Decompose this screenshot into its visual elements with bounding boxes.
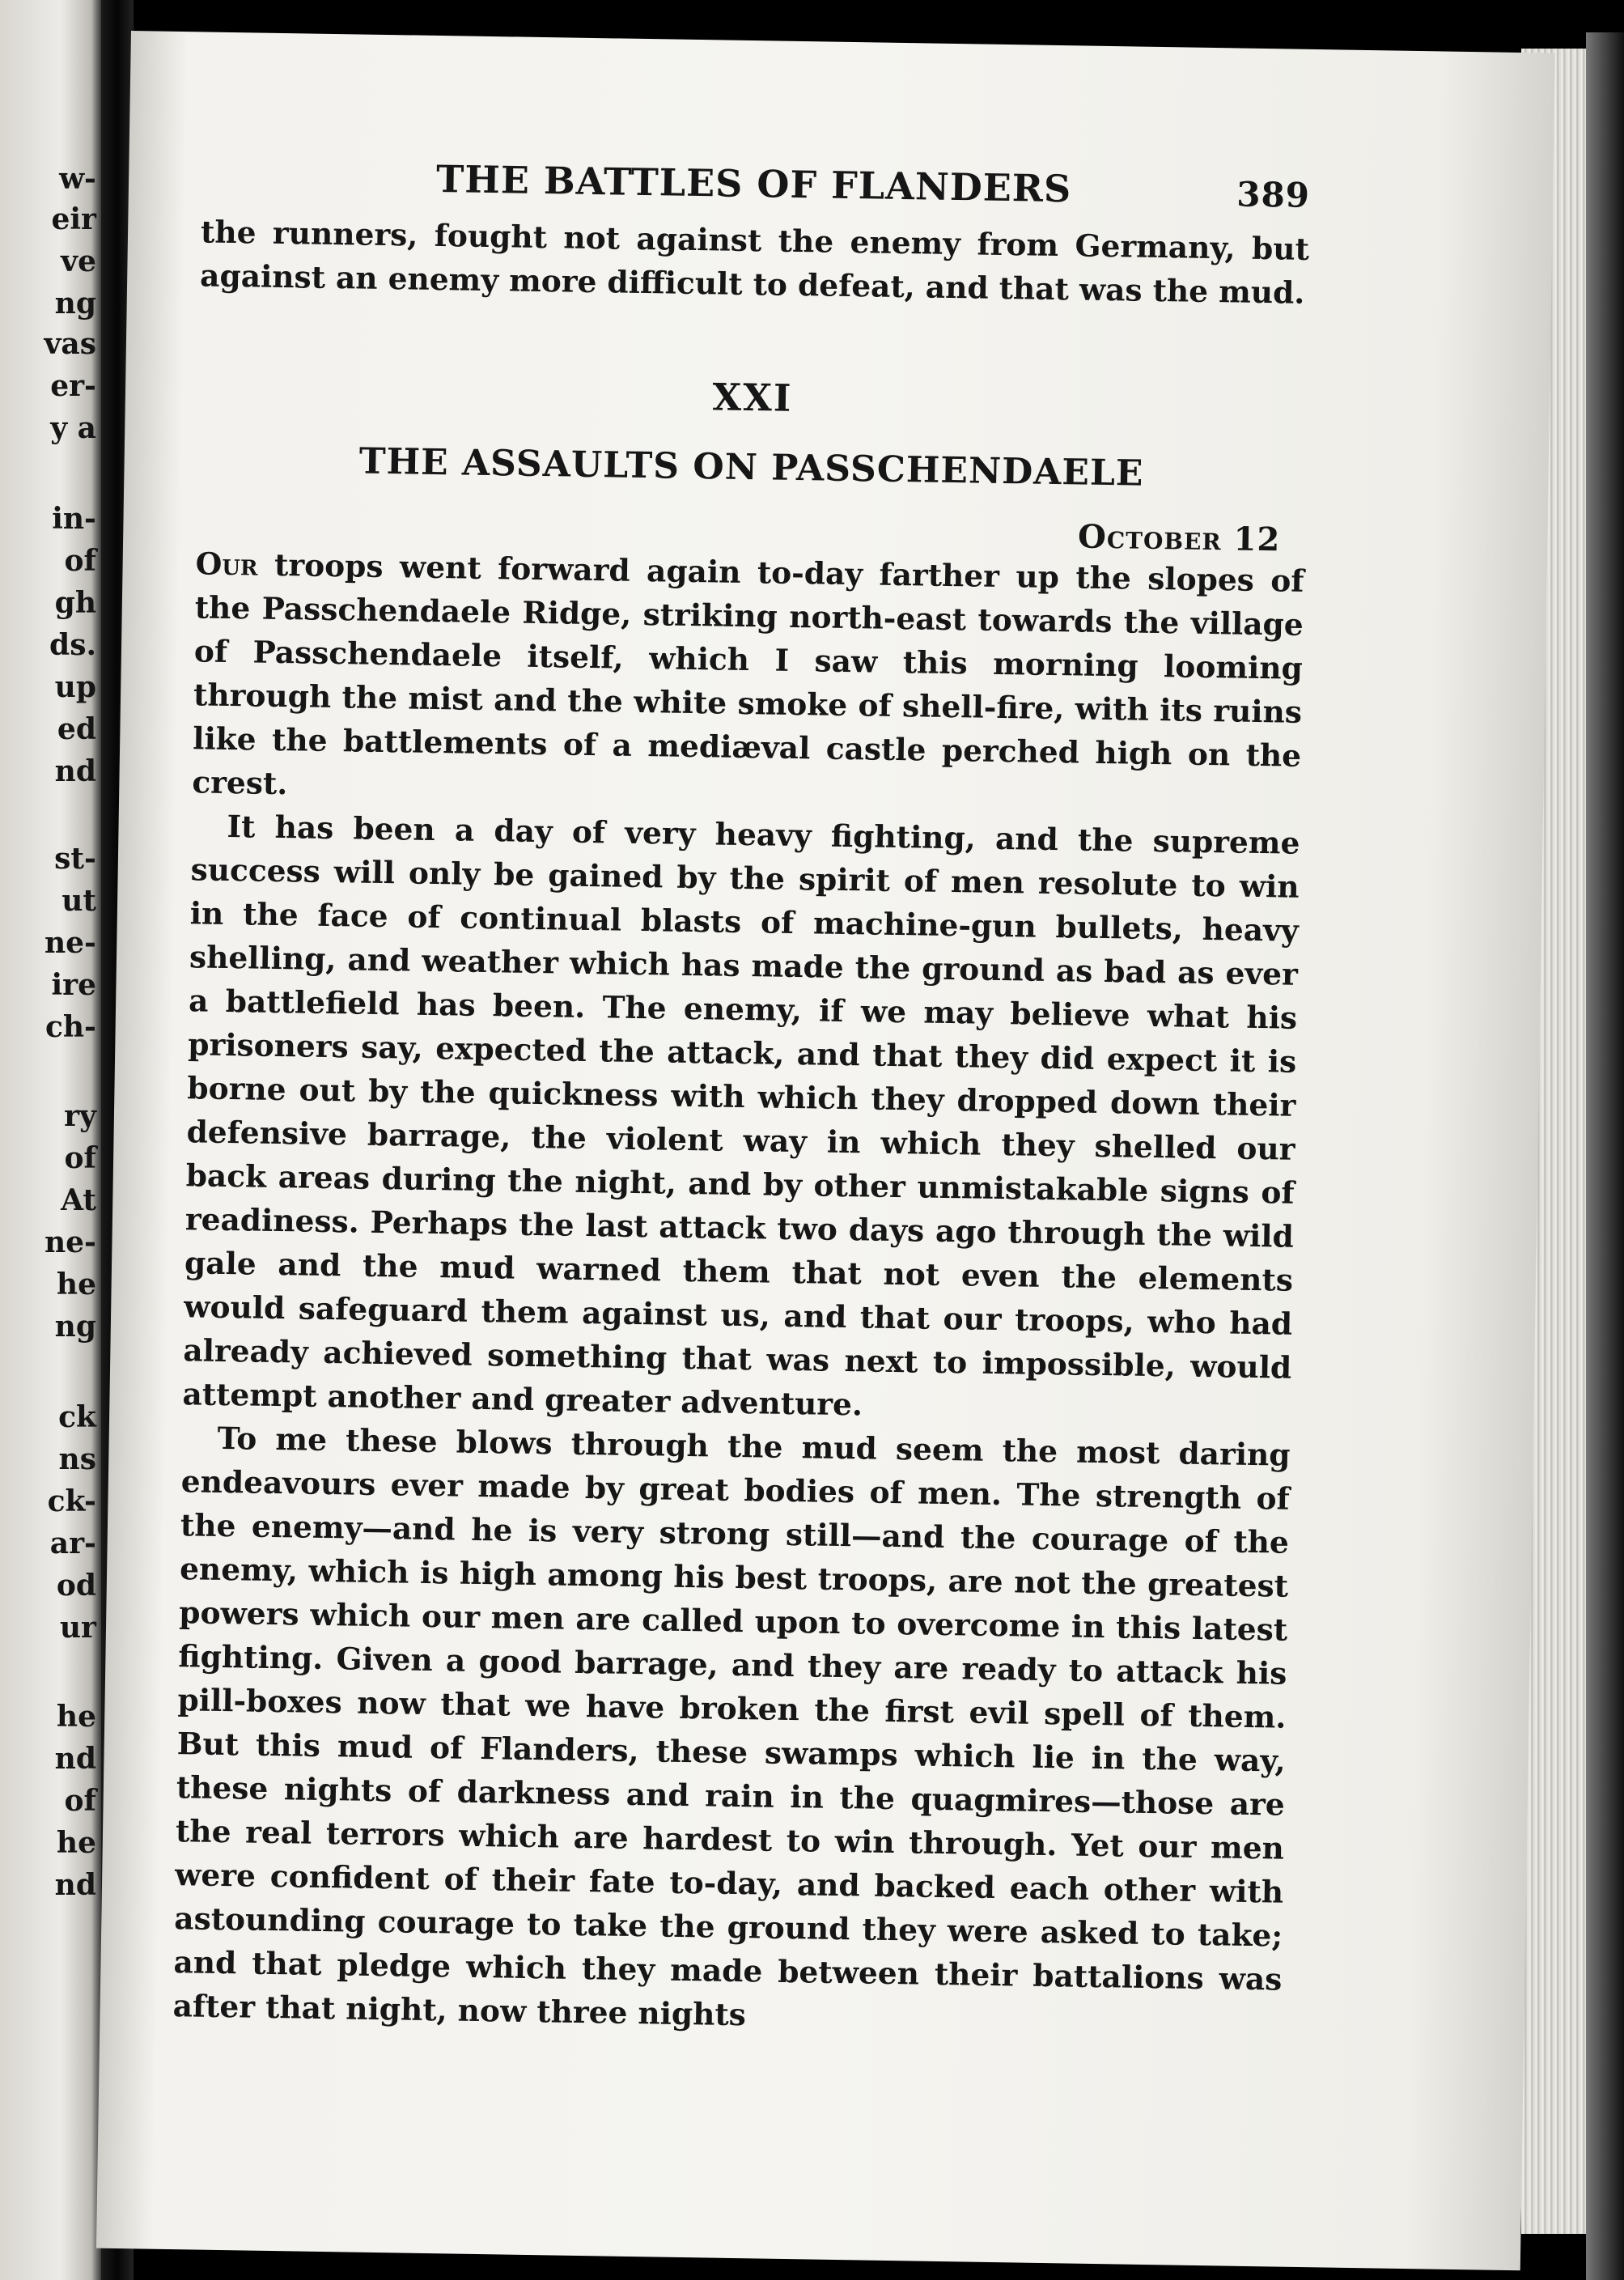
left-page-fragment: od — [56, 1569, 96, 1603]
paragraph-2: It has been a day of very heavy fighting, and the supreme success will only be gained by the spirit of men resolute to win in the face of continual blasts of machine-gun bullets, heavy shelling, and weather which has made the ground as bad as ever a battlefield has been. The enemy, if we may believe what his prisoners say, expected the attack, and that they did expect it is borne out by the quickness with which they dropped down their defensive barrage, the violent way in which they shelled our back areas during the night, and by other unmistakable signs of readiness. Perhaps the last attack two days ago through the wild gale and the mud warned them that not even the elements would safeguard them against us, and that our troops, who had already achieved something that was next to impossible, would attempt another and greater adventure. — [182, 808, 1300, 1423]
left-page-fragment: ut — [61, 884, 96, 918]
left-page-fragment: ck — [58, 1400, 96, 1434]
left-page-fragment: of — [64, 544, 96, 578]
left-page-fragment: y a — [50, 411, 96, 445]
left-page-fragment: gh — [54, 586, 96, 620]
paragraph-1 — [192, 541, 1304, 821]
left-page-fragment: in- — [52, 502, 96, 536]
left-page-fragment: he — [56, 1267, 96, 1301]
running-head-title: THE BATTLES OF FLANDERS — [435, 156, 1072, 211]
page-edge-shadow — [1586, 32, 1624, 2280]
left-page-fragment: ry — [64, 1099, 96, 1133]
left-page-fragment: vas — [44, 327, 96, 361]
left-page-fragment: ng — [54, 287, 96, 321]
left-page-fragment: ns — [58, 1442, 96, 1476]
left-facing-page — [0, 0, 101, 2280]
left-page-fragment: nd — [54, 754, 96, 788]
left-page-fragment: up — [54, 670, 96, 704]
page-text-block — [172, 153, 1310, 2044]
left-page-fragment: ne- — [44, 926, 96, 960]
chapter-number: XXI — [712, 375, 793, 420]
paragraph-lead-word: Our — [195, 546, 258, 583]
left-page-fragment: At — [61, 1183, 96, 1217]
left-page-fragment: ds. — [49, 628, 96, 662]
opening-paragraph: the runners, fought not against the enemy from Germany, but against an enemy more difficult to defeat, and that was the mud. — [199, 214, 1310, 311]
left-page-fragment: st- — [54, 842, 96, 876]
left-page-fragment: he — [56, 1700, 96, 1734]
left-page-fragment: ar- — [49, 1526, 96, 1560]
left-page-fragment: ur — [59, 1611, 96, 1645]
left-page-fragment: ng — [54, 1310, 96, 1344]
left-page-fragment: eir — [51, 202, 96, 236]
left-page-fragment: of — [64, 1784, 96, 1818]
right-page — [96, 31, 1555, 2270]
left-page-fragment: of — [64, 1141, 96, 1175]
left-page-fragment: ve — [61, 244, 96, 278]
page-number: 389 — [1236, 174, 1311, 215]
left-page-fragment: nd — [54, 1868, 96, 1902]
left-page-fragment: ck- — [47, 1484, 96, 1518]
left-page-fragment: ne- — [44, 1225, 96, 1259]
left-page-fragment: ire — [51, 968, 96, 1002]
chapter-title: THE ASSAULTS ON PASSCHENDAELE — [358, 440, 1144, 495]
paragraph-3: To me these blows through the mud seem the most daring endeavours ever made by great bodies of men. The strength of the enemy—and he is very strong still—and the courage of the enemy, which is high among his best troops, are not the greatest powers which our men are called upon to overcome in this latest fighting. Given a good barrage, and they are ready to attack his pill-boxes now that we have broken the first evil spell of them. But this mud of Flanders, these swamps which lie in the way, these nights of darkness and rain in the quagmires—those are the real terrors which are hardest to win through. Yet our men were confident of their fate to-day, and backed each other with astounding courage to take the ground they were asked to take; and that pledge which they made between their battalions was after that night, now three nights — [172, 1420, 1291, 2033]
left-page-fragment: ch- — [45, 1010, 96, 1044]
left-page-fragment: er- — [50, 369, 96, 403]
left-page-fragment: ed — [57, 712, 96, 746]
left-page-fragment: nd — [54, 1742, 96, 1776]
dateline: October 12 — [1077, 517, 1281, 559]
left-page-fragment: w- — [59, 162, 96, 196]
left-page-fragment: he — [56, 1826, 96, 1860]
paragraph-body: troops went forward again to-day farther up the slopes of the Passchendaele Ridge, striking north-east towards the village of Passchendaele itself, which I saw this morning looming through the mist and the white smoke of shell-fire, with its ruins like the battlements of a mediæval castle perched high on the crest. — [192, 546, 1304, 802]
